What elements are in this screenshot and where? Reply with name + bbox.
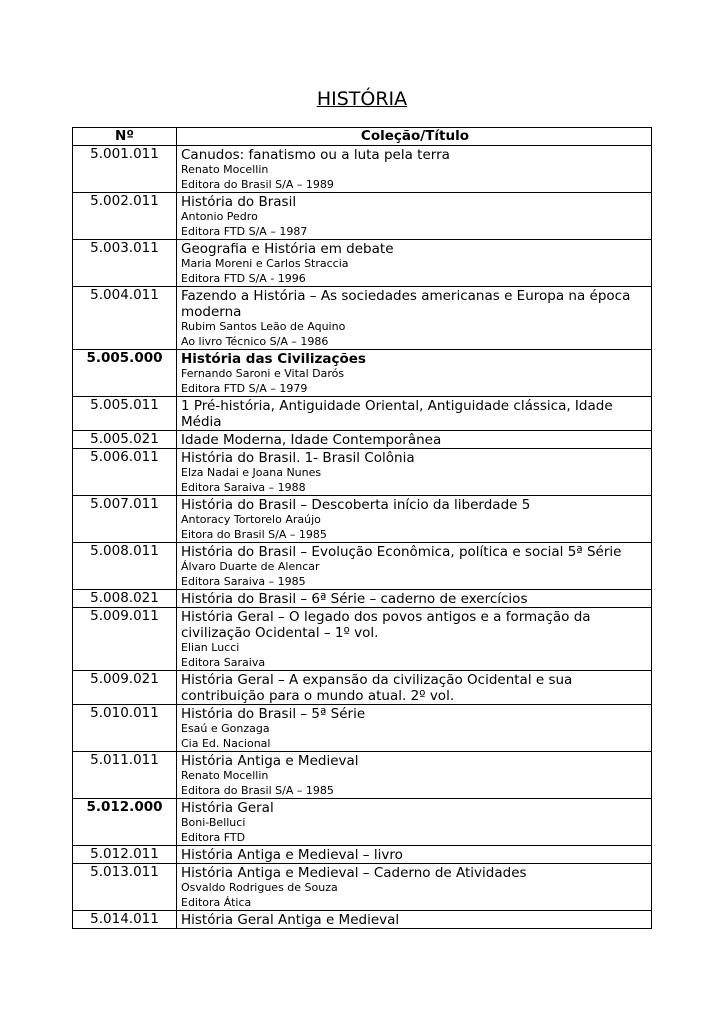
table-row	[73, 543, 652, 590]
book-author: Álvaro Duarte de Alencar	[181, 560, 320, 573]
catalog-entry	[177, 752, 652, 799]
catalog-number: 5.011.011	[73, 752, 177, 799]
catalog-number: 5.003.011	[73, 240, 177, 287]
catalog-entry	[177, 431, 652, 449]
catalog-entry	[177, 911, 652, 929]
catalog-entry	[177, 864, 652, 911]
catalog-number: 5.007.011	[73, 496, 177, 543]
table-row	[73, 193, 652, 240]
table-row	[73, 240, 652, 287]
book-author: Renato Mocellin	[181, 163, 269, 176]
table-row	[73, 350, 652, 397]
book-title: Canudos: fanatismo ou a luta pela terra	[181, 147, 450, 163]
book-publisher: Ao livro Técnico S/A – 1986	[181, 334, 329, 348]
catalog-number: 5.002.011	[73, 193, 177, 240]
table-row	[73, 705, 652, 752]
book-publisher: Editora do Brasil S/A – 1989	[181, 177, 334, 191]
catalog-entry	[177, 146, 652, 193]
book-publisher: Editora Ática	[181, 895, 252, 909]
table-header-row	[73, 128, 652, 146]
book-author: Esaú e Gonzaga	[181, 722, 270, 735]
catalog-number: 5.012.000	[73, 799, 177, 846]
catalog-entry	[177, 496, 652, 543]
book-author: Antoracy Tortorelo Araújo	[181, 513, 321, 526]
catalog-entry	[177, 397, 652, 431]
catalog-number: 5.005.021	[73, 431, 177, 449]
book-title: História Antiga e Medieval – Caderno de Atividades	[181, 865, 527, 881]
book-title: História Geral – A expansão da civilização Ocidental e sua contribuição para o mundo atual. 2º vol.	[181, 672, 573, 704]
catalog-number: 5.008.011	[73, 543, 177, 590]
book-author: Osvaldo Rodrigues de Souza	[181, 881, 338, 894]
book-publisher: Editora Saraiva – 1985	[181, 574, 306, 588]
book-publisher: Editora Saraiva	[181, 655, 266, 669]
book-publisher: Eitora do Brasil S/A – 1985	[181, 527, 327, 541]
catalog-entry	[177, 543, 652, 590]
catalog-number: 5.014.011	[73, 911, 177, 929]
book-publisher: Editora Saraiva – 1988	[181, 480, 306, 494]
catalog-number: 5.004.011	[73, 287, 177, 350]
catalog-number: 5.013.011	[73, 864, 177, 911]
book-title: História do Brasil – Descoberta início da liberdade 5	[181, 497, 531, 513]
book-title: História Geral	[181, 800, 274, 816]
book-author: Antonio Pedro	[181, 210, 258, 223]
catalog-body	[73, 146, 652, 929]
book-author: Rubim Santos Leão de Aquino	[181, 320, 346, 333]
catalog-entry	[177, 287, 652, 350]
catalog-number: 5.009.011	[73, 608, 177, 671]
book-title: História do Brasil – 6ª Série – caderno de exercícios	[181, 591, 528, 607]
table-row	[73, 752, 652, 799]
header-number: Nº	[73, 128, 177, 146]
book-title: História do Brasil – 5ª Série	[181, 706, 366, 722]
catalog-number: 5.001.011	[73, 146, 177, 193]
header-title: Coleção/Título	[177, 128, 652, 146]
table-row	[73, 431, 652, 449]
book-publisher: Editora do Brasil S/A – 1985	[181, 783, 334, 797]
book-title: História do Brasil	[181, 194, 297, 210]
catalog-entry	[177, 705, 652, 752]
book-author: Fernando Saroni e Vital Darós	[181, 367, 345, 380]
table-row	[73, 287, 652, 350]
catalog-entry	[177, 846, 652, 864]
catalog-number: 5.005.011	[73, 397, 177, 431]
book-publisher: Editora FTD	[181, 830, 246, 844]
table-row	[73, 496, 652, 543]
catalog-entry	[177, 608, 652, 671]
book-title: História Antiga e Medieval	[181, 753, 359, 769]
table-row	[73, 397, 652, 431]
book-title: História Geral Antiga e Medieval	[181, 912, 400, 928]
catalog-number: 5.009.021	[73, 671, 177, 705]
book-title: História Geral – O legado dos povos antigos e a formação da civilização Ocidental – 1º vol.	[181, 609, 591, 641]
catalog-table	[72, 127, 652, 929]
book-title: Geografia e História em debate	[181, 241, 394, 257]
table-row	[73, 590, 652, 608]
page-title: HISTÓRIA	[316, 88, 408, 110]
book-author: Renato Mocellin	[181, 769, 269, 782]
catalog-number: 5.005.000	[73, 350, 177, 397]
book-title: História do Brasil. 1- Brasil Colônia	[181, 450, 415, 466]
book-publisher: Cia Ed. Nacional	[181, 736, 271, 750]
book-author: Maria Moreni e Carlos Straccia	[181, 257, 349, 270]
catalog-entry	[177, 671, 652, 705]
catalog-entry	[177, 240, 652, 287]
catalog-entry	[177, 590, 652, 608]
catalog-number: 5.008.021	[73, 590, 177, 608]
catalog-number: 5.012.011	[73, 846, 177, 864]
book-publisher: Editora FTD S/A - 1996	[181, 271, 306, 285]
book-title: História Antiga e Medieval – livro	[181, 847, 403, 863]
book-title: História das Civilizações	[181, 351, 366, 367]
table-row	[73, 846, 652, 864]
book-title: 1 Pré-história, Antiguidade Oriental, Antiguidade clássica, Idade Média	[181, 398, 613, 430]
catalog-entry	[177, 193, 652, 240]
catalog-entry	[177, 449, 652, 496]
table-row	[73, 608, 652, 671]
table-row	[73, 911, 652, 929]
catalog-number: 5.010.011	[73, 705, 177, 752]
catalog-number: 5.006.011	[73, 449, 177, 496]
book-title: Idade Moderna, Idade Contemporânea	[181, 432, 442, 448]
table-row	[73, 799, 652, 846]
book-title: História do Brasil – Evolução Econômica, política e social 5ª Série	[181, 544, 622, 560]
table-row	[73, 146, 652, 193]
book-publisher: Editora FTD S/A – 1987	[181, 224, 308, 238]
book-title: Fazendo a História – As sociedades americanas e Europa na época moderna	[181, 288, 631, 320]
catalog-entry	[177, 350, 652, 397]
book-author: Elian Lucci	[181, 641, 240, 654]
table-row	[73, 671, 652, 705]
book-author: Boni-Belluci	[181, 816, 246, 829]
table-row	[73, 864, 652, 911]
table-row	[73, 449, 652, 496]
book-publisher: Editora FTD S/A – 1979	[181, 381, 308, 395]
catalog-entry	[177, 799, 652, 846]
book-author: Elza Nadai e Joana Nunes	[181, 466, 322, 479]
